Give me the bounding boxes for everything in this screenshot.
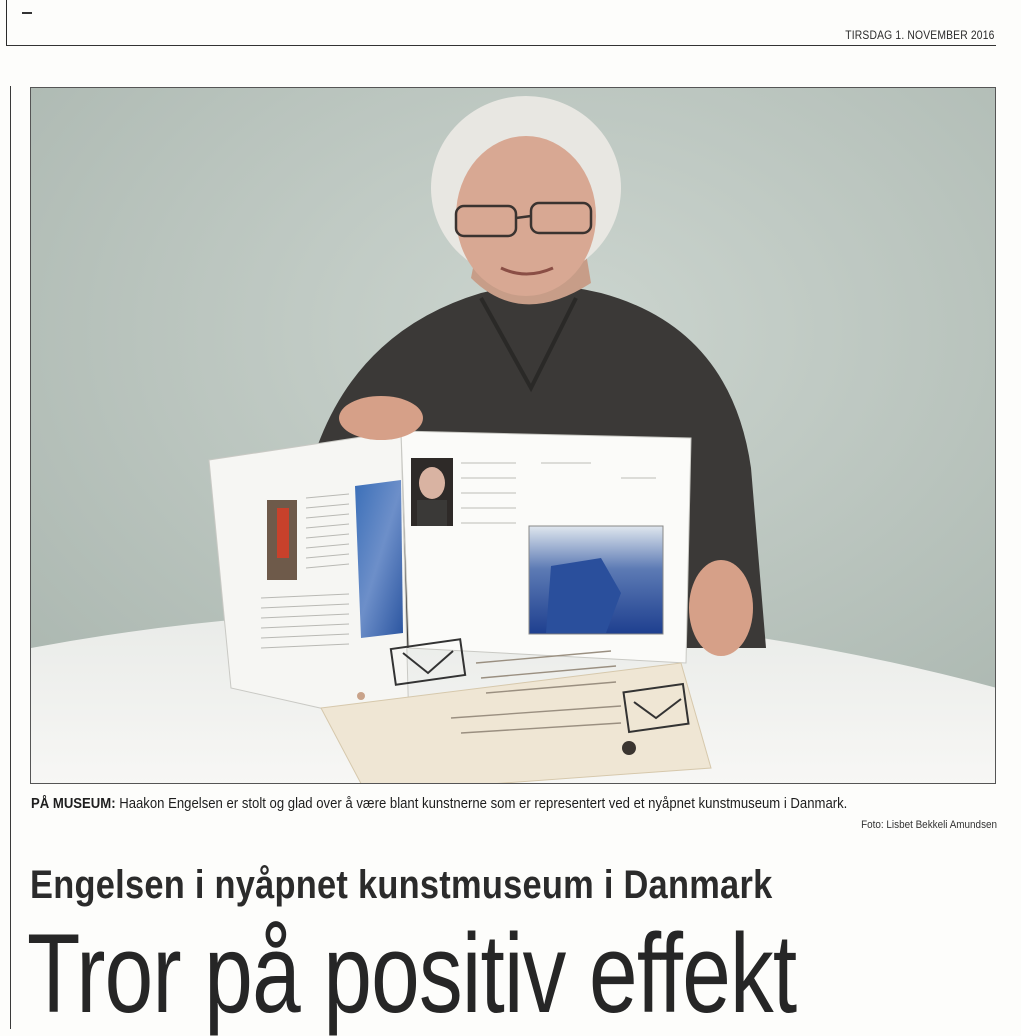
header-rule	[6, 45, 996, 46]
corner-mark	[22, 12, 32, 14]
issue-date: TIRSDAG 1. NOVEMBER 2016	[845, 28, 995, 42]
caption-text: Haakon Engelsen er stolt og glad over å være blant kunstnerne som er representert ved et nyåpnet kunstmuseum i Danmark.	[115, 795, 848, 812]
photo-illustration	[31, 88, 996, 784]
article-photo	[30, 87, 996, 784]
left-margin-rule	[6, 0, 7, 46]
right-hand	[689, 560, 753, 656]
article-headline: Tror på positiv effekt	[27, 911, 797, 1036]
caption-label: PÅ MUSEUM:	[31, 795, 116, 812]
article-kicker: Engelsen i nyåpnet kunstmuseum i Danmark	[30, 863, 773, 907]
left-hand	[339, 396, 423, 440]
photo-credit: Foto: Lisbet Bekkeli Amundsen	[861, 819, 997, 831]
photo-caption	[31, 795, 889, 812]
column-rule	[10, 86, 11, 1029]
